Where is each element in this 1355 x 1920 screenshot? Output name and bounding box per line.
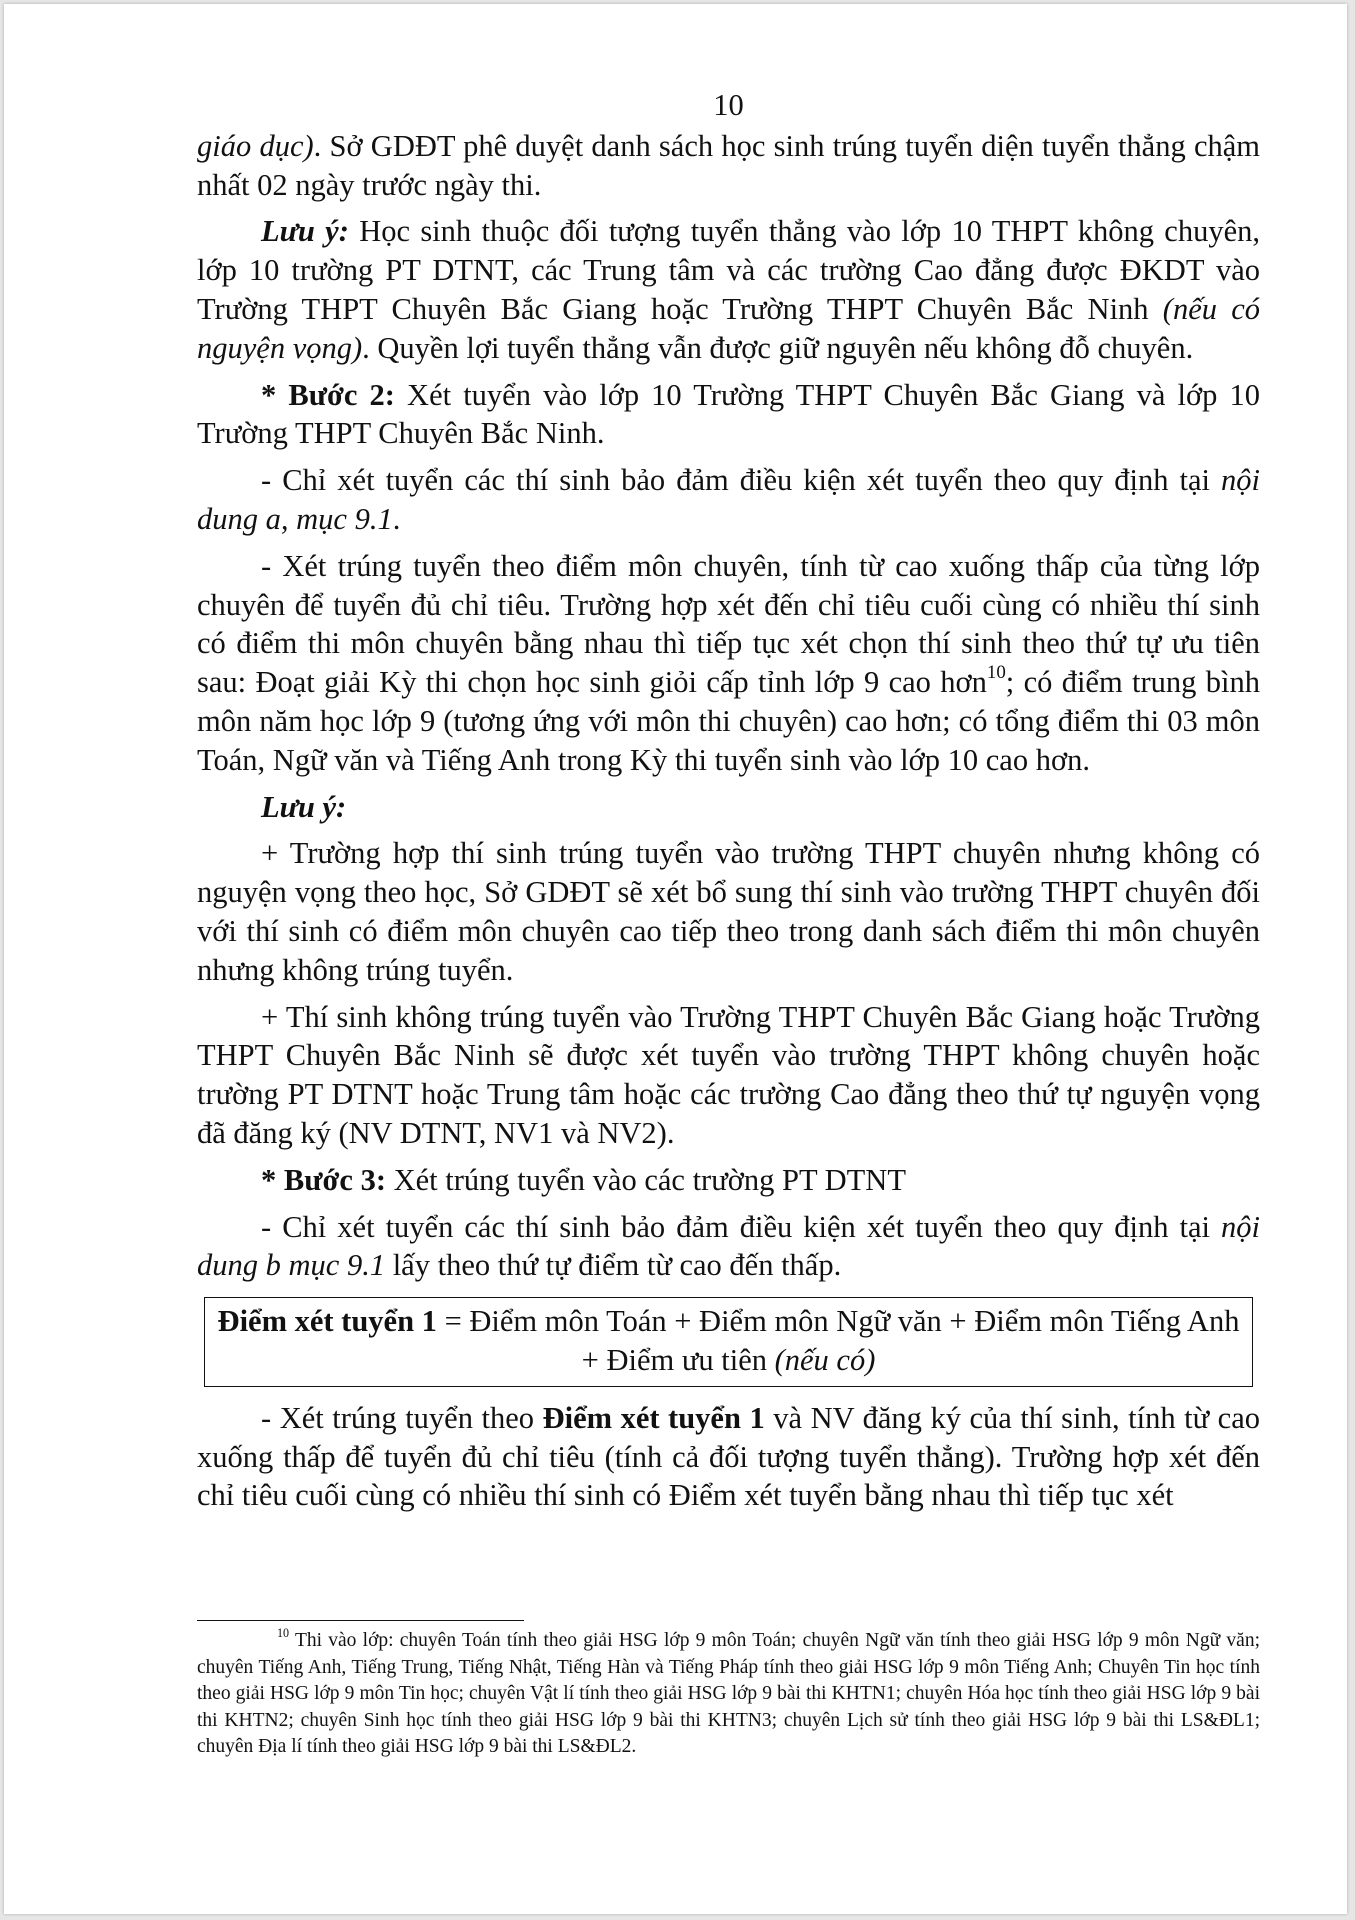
- formula-line-1: [205, 1302, 1252, 1341]
- formula-terms: = Điểm môn Toán + Điểm môn Ngữ văn + Điểm môn Tiếng Anh: [436, 1304, 1240, 1339]
- step-2-ranking-end: ; có điểm trung bình môn năm học lớp 9 (tương ứng với môn thi chuyên) cao hơn; có tổng điểm thi 03 môn Toán, Ngữ văn và Tiếng Anh trong Kỳ thi tuyển sinh vào lớp 10 cao hơn.: [197, 665, 1260, 777]
- footnote: [197, 1625, 1260, 1761]
- document-page: [4, 4, 1347, 1914]
- footnote-separator: [197, 1620, 524, 1621]
- step-3-condition-end: lấy theo thứ tự điểm từ cao đến thấp.: [385, 1248, 842, 1283]
- footnote-text: Thi vào lớp: chuyên Toán tính theo giải HSG lớp 9 môn Toán; chuyên Ngữ văn tính theo giải HSG lớp 9 môn Ngữ văn; chuyên Tiếng Anh, Tiếng Trung, Tiếng Nhật, Tiếng Hàn và Tiếng Pháp tính theo giải HSG lớp 9 môn Tiếng Anh; Chuyên Tin học tính theo giải HSG lớp 9 môn Tin học; chuyên Vật lí tính theo giải HSG lớp 9 bài thi KHTN1; chuyên Hóa học tính theo giải HSG lớp 9 bài thi KHTN2; chuyên Sinh học tính theo giải HSG lớp 9 bài thi KHTN3; chuyên Lịch sử tính theo giải HSG lớp 9 bài thi LS&ĐL1; chuyên Địa lí tính theo giải HSG lớp 9 bài thi LS&ĐL2.: [197, 1630, 1260, 1757]
- paragraph-step-3-ranking: [197, 1399, 1260, 1515]
- paragraph-step-3-condition: [197, 1208, 1260, 1286]
- paragraph-note-2-label: [197, 788, 1260, 827]
- step-3-ranking-text: và NV đăng ký của thí sinh, tính từ cao xuống thấp để tuyển đủ chỉ tiêu (tính cả đối tượng tuyển thẳng). Trường hợp xét đến chỉ tiêu cuối cùng có nhiều thí sinh có Điểm xét tuyển bằng nhau thì tiếp tục xét: [197, 1400, 1260, 1513]
- step-3-condition-text: - Chỉ xét tuyển các thí sinh bảo đảm điều kiện xét tuyển theo quy định tại: [261, 1209, 1222, 1244]
- page-number: 10: [713, 88, 744, 122]
- paragraph-note-2-item-1: + Trường hợp thí sinh trúng tuyển vào trường THPT chuyên nhưng không có nguyện vọng theo học, Sở GDĐT sẽ xét bổ sung thí sinh vào trường THPT chuyên đối với thí sinh có điểm môn chuyên cao tiếp theo trong danh sách điểm thi môn chuyên nhưng không trúng tuyển.: [197, 836, 1260, 987]
- paragraph-approval: [197, 127, 1260, 205]
- step-2-condition-end: .: [392, 501, 401, 536]
- formula-label: Điểm xét tuyển 1: [217, 1304, 437, 1339]
- paragraph-step-2-condition: [197, 461, 1260, 539]
- approval-italic: giáo dục): [197, 128, 314, 163]
- paragraph-step-2: [197, 376, 1260, 454]
- note-2-label: Lưu ý:: [261, 789, 347, 824]
- step-3-condition-ref: nội dung b mục 9.1: [197, 1209, 1260, 1283]
- paragraph-step-3: [197, 1161, 1260, 1200]
- paragraph-note-2-item-2: + Thí sinh không trúng tuyển vào Trường THPT Chuyên Bắc Giang hoặc Trường THPT Chuyên Bắc Ninh sẽ được xét tuyển vào trường THPT không chuyên hoặc trường PT DTNT hoặc Trung tâm hoặc các trường Cao đẳng theo thứ tự nguyện vọng đã đăng ký (NV DTNT, NV1 và NV2).: [197, 999, 1260, 1150]
- paragraph-note-direct-admission: [197, 212, 1260, 367]
- step-2-label: * Bước 2:: [261, 377, 395, 412]
- approval-text: . Sở GDĐT phê duyệt danh sách học sinh trúng tuyển diện tuyển thẳng chậm nhất 02 ngày trước ngày thi.: [197, 128, 1260, 202]
- step-2-ranking-text: - Xét trúng tuyển theo điểm môn chuyên, tính từ cao xuống thấp của từng lớp chuyên để tuyển đủ chỉ tiêu. Trường hợp xét đến chỉ tiêu cuối cùng có nhiều thí sinh có điểm thi môn chuyên bằng nhau thì tiếp tục xét chọn thí sinh theo thứ tự ưu tiên sau: Đoạt giải Kỳ thi chọn học sinh giỏi cấp tỉnh lớp 9 cao hơn: [197, 548, 1260, 700]
- footnote-paragraph: [197, 1625, 1260, 1761]
- footnote-reference[interactable]: 10: [986, 661, 1006, 683]
- formula-box: [204, 1297, 1253, 1387]
- paragraph-step-2-ranking: [197, 547, 1260, 780]
- step-2-text: Xét tuyển vào lớp 10 Trường THPT Chuyên Bắc Giang và lớp 10 Trường THPT Chuyên Bắc Ninh.: [197, 377, 1260, 451]
- note-end: . Quyền lợi tuyển thẳng vẫn được giữ nguyên nếu không đỗ chuyên.: [362, 330, 1194, 365]
- formula-priority-note: (nếu có): [774, 1342, 876, 1377]
- step-2-condition-ref: nội dung a, mục 9.1: [197, 463, 1260, 536]
- formula-line-2: [205, 1341, 1252, 1380]
- step-3-ranking-bold: Điểm xét tuyển 1: [542, 1400, 765, 1435]
- formula-priority: + Điểm ưu tiên: [581, 1342, 775, 1377]
- note-label: Lưu ý:: [261, 214, 349, 249]
- footnote-number: 10: [277, 1625, 290, 1640]
- step-3-ranking-pre: - Xét trúng tuyển theo: [261, 1400, 543, 1435]
- step-3-label: * Bước 3:: [261, 1162, 386, 1197]
- step-2-condition-text: - Chỉ xét tuyển các thí sinh bảo đảm điều kiện xét tuyển theo quy định tại: [261, 463, 1222, 498]
- note-text: Học sinh thuộc đối tượng tuyển thẳng vào lớp 10 THPT không chuyên, lớp 10 trường PT DTNT, các Trung tâm và các trường Cao đẳng được ĐKDT vào Trường THPT Chuyên Bắc Giang hoặc Trường THPT Chuyên Bắc Ninh: [197, 214, 1260, 326]
- note-italic: (nếu có nguyện vọng): [197, 291, 1260, 365]
- page-body: [197, 86, 1260, 1523]
- step-3-text: Xét trúng tuyển vào các trường PT DTNT: [385, 1162, 906, 1197]
